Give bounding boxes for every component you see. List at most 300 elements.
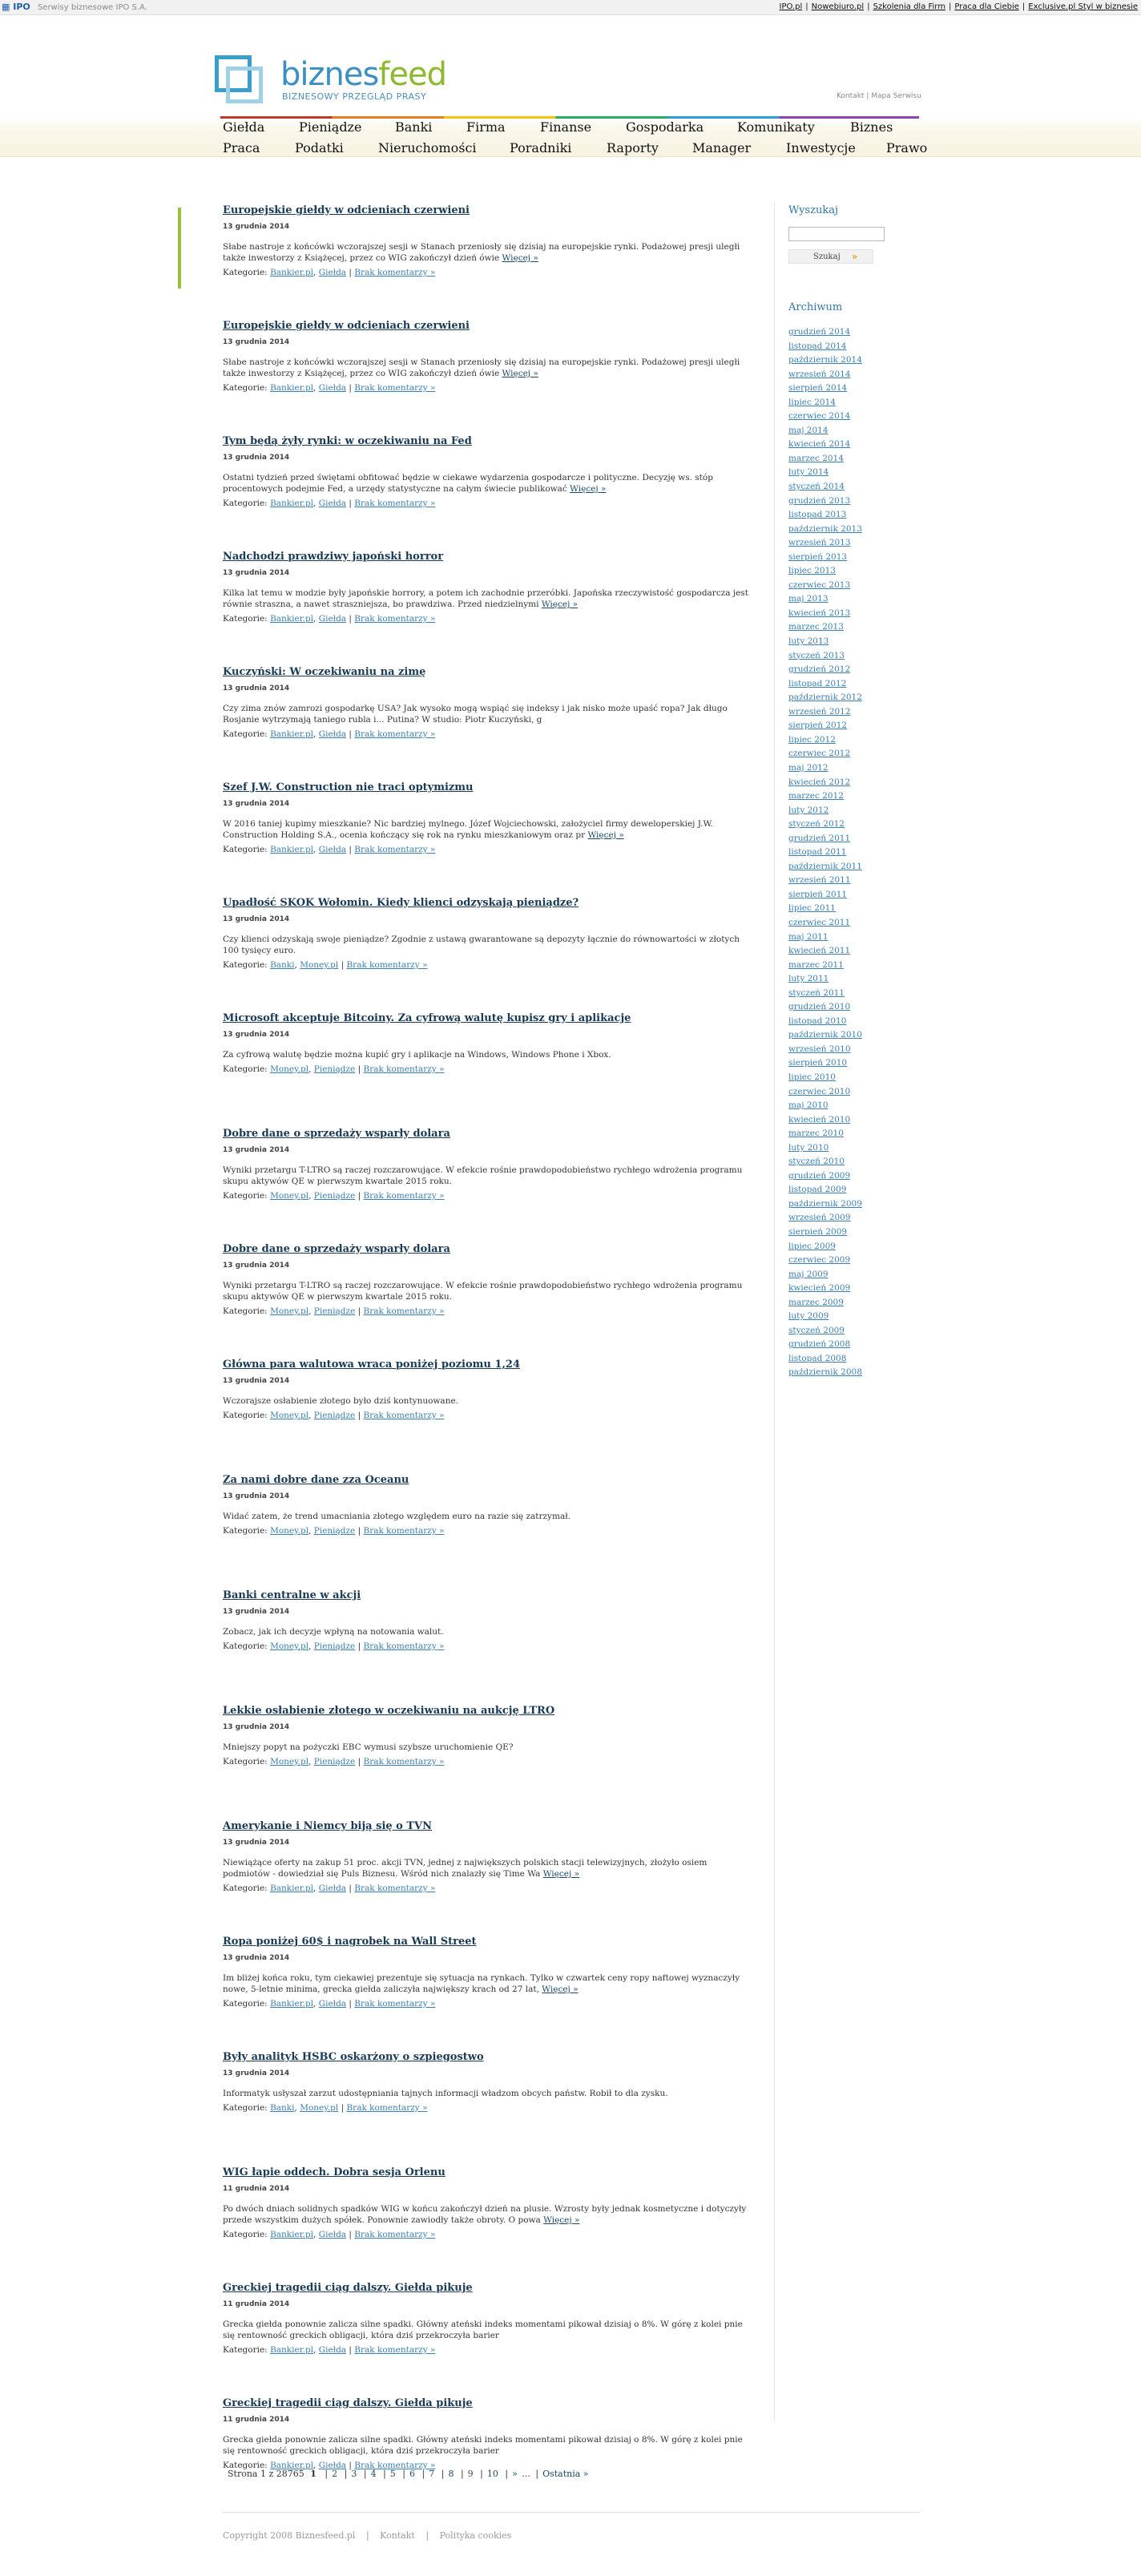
archive-link[interactable]: grudzień 2013 [788,495,851,506]
archive-item [788,1197,909,1212]
network-link-nowebiuro[interactable]: Nowebiuro.pl [811,2,865,11]
archive-item [788,382,909,396]
post-excerpt-text: W 2016 taniej kupimy mieszkanie? Nic bardziej mylnego. Józef Wojciechowski, założyciel firmy deweloperskiej J.W. Construction Holding S.A., ocenia kończący się rok na rynku mieszkaniowym oraz pr [223,819,713,840]
archive-link[interactable]: sierpień 2010 [788,1058,848,1068]
archive-item [788,959,909,973]
post-date: 13 grudnia 2014 [223,1146,290,1154]
category-link[interactable]: Money.pl [270,1064,309,1074]
site-footer: Copyright 2008 Biznesfeed.pl | Kontakt | Polityka cookies [223,2530,512,2541]
archive-link[interactable]: grudzień 2014 [788,327,851,337]
network-link-exclusive[interactable]: Exclusive.pl Styl w biznesie [1028,2,1138,11]
archive-link[interactable]: maj 2013 [788,594,829,604]
category-link[interactable]: Bankier.pl [270,383,314,393]
archive-item [788,607,909,621]
comments-link[interactable]: Brak komentarzy » [354,2230,436,2239]
archive-link[interactable]: marzec 2009 [788,1297,844,1307]
post-excerpt-text: Za cyfrową walutę będzie można kupić gry i aplikacje na Windows, Windows Phone i Xbox. [223,1050,611,1060]
archive-link[interactable]: październik 2013 [788,523,862,534]
nav-firma[interactable]: Firma [466,119,506,135]
next-page-link[interactable]: » [512,2469,518,2479]
post-title-link[interactable]: Dobre dane o sprzedaży wsparły dolara [223,1243,450,1255]
comments-link[interactable]: Brak komentarzy » [363,1411,445,1420]
category-link[interactable]: Giełda [318,1884,347,1893]
archive-link[interactable]: październik 2011 [788,861,862,871]
archive-link[interactable]: marzec 2010 [788,1129,844,1139]
post-categories: Kategorie: Banki, Money.pl | Brak komentarzy » [223,2103,428,2113]
category-link[interactable]: Giełda [318,729,347,739]
categories-label: Kategorie: [223,729,268,739]
category-link[interactable]: Banki [270,960,295,970]
post-title-link[interactable]: Greckiej tragedii ciąg dalszy. Giełda pikuje [223,2282,473,2294]
post-title-link[interactable]: Kuczyński: W oczekiwaniu na zimę [223,666,426,678]
archive-link[interactable]: sierpień 2011 [788,889,848,899]
comments-link[interactable]: Brak komentarzy » [354,2461,436,2470]
category-link[interactable]: Giełda [318,2345,347,2355]
post-date: 13 grudnia 2014 [223,684,290,692]
archive-link[interactable]: sierpień 2009 [788,1227,848,1237]
post-title-link[interactable]: Szef J.W. Construction nie traci optymizmu [223,781,474,793]
comments-link[interactable]: Brak komentarzy » [346,2103,428,2113]
search-button[interactable]: Szukaj » [788,249,873,264]
network-link-praca[interactable]: Praca dla Ciebie [954,2,1019,11]
category-link[interactable]: Money.pl [270,1411,309,1420]
archive-link[interactable]: kwiecień 2014 [788,439,851,450]
post-categories: Kategorie: Bankier.pl, Giełda | Brak komentarzy » [223,614,436,624]
comments-link[interactable]: Brak komentarzy » [363,1641,445,1651]
category-link[interactable]: Money.pl [300,960,339,970]
category-link[interactable]: Giełda [318,2230,347,2239]
categories-label: Kategorie: [223,1641,268,1651]
archive-link[interactable]: styczeń 2013 [788,650,845,660]
page-link[interactable]: 4 [370,2469,377,2479]
footer-contact-link[interactable]: Kontakt [380,2530,415,2541]
archive-link[interactable]: marzec 2013 [788,622,844,632]
post-categories: Kategorie: Money.pl, Pieniądze | Brak komentarzy » [223,1757,445,1766]
site-logo[interactable]: biznesfeed [280,56,447,93]
archive-item [788,663,909,677]
page-link[interactable]: 6 [409,2469,416,2479]
category-link[interactable]: Pieniądze [313,1191,356,1201]
nav-banki[interactable]: Banki [395,119,433,135]
post-title-link[interactable]: Microsoft akceptuje Bitcoiny. Za cyfrową walutę kupisz gry i aplikacje [223,1012,631,1024]
archive-link[interactable]: lipiec 2014 [788,397,836,407]
post-title [223,1935,753,1948]
archive-link[interactable]: marzec 2014 [788,453,844,463]
post-date: 13 grudnia 2014 [223,1839,290,1847]
sitemap-link[interactable]: Mapa Serwisu [871,92,921,100]
category-link[interactable]: Giełda [318,845,347,854]
comments-link[interactable]: Brak komentarzy » [363,1064,445,1074]
post [223,1011,753,1127]
post-title-link[interactable]: Lekkie osłabienie złotego w oczekiwaniu na aukcję LTRO [223,1705,555,1717]
archive-link[interactable]: styczeń 2009 [788,1325,845,1335]
post-date: 13 grudnia 2014 [223,1608,290,1616]
comments-link[interactable]: Brak komentarzy » [354,2345,436,2355]
post [223,896,753,1011]
nav-raporty[interactable]: Raporty [607,140,659,155]
archive-link[interactable]: październik 2008 [788,1367,862,1378]
archive-link[interactable]: grudzień 2008 [788,1339,851,1350]
archive-link[interactable]: listopad 2011 [788,847,847,858]
archive-link[interactable]: luty 2009 [788,1311,829,1322]
post-title [223,1358,753,1371]
post-title-link[interactable]: Amerykanie i Niemcy biją się o TVN [223,1820,433,1832]
archive-link[interactable]: sierpień 2012 [788,721,848,731]
post-title-link[interactable]: Greckiej tragedii ciąg dalszy. Giełda pikuje [223,2397,473,2409]
archive-link[interactable]: czerwiec 2013 [788,579,851,590]
nav-pieniadze[interactable]: Pieniądze [299,119,362,135]
page-link[interactable]: 7 [429,2469,435,2479]
footer-cookies-link[interactable]: Polityka cookies [439,2530,512,2541]
archive-link[interactable]: czerwiec 2011 [788,917,851,927]
category-link[interactable]: Bankier.pl [270,729,314,739]
post-title-link[interactable]: Nadchodzi prawdziwy japoński horror [223,551,444,563]
contact-link[interactable]: Kontakt [837,92,865,100]
archive-item [788,916,909,931]
network-link-szkolenia[interactable]: Szkolenia dla Firm [873,2,945,11]
nav-gielda[interactable]: Giełda [223,119,265,135]
category-link[interactable]: Money.pl [270,1526,309,1536]
archive-link[interactable]: grudzień 2012 [788,664,851,675]
nav-gospodarka[interactable]: Gospodarka [626,119,704,135]
archive-item [788,508,909,523]
post-title-link[interactable]: Europejskie giełdy w odcieniach czerwieni [223,320,470,332]
archive-item [788,931,909,945]
post-excerpt [223,587,753,610]
archive-link[interactable]: kwiecień 2011 [788,946,851,956]
page-link[interactable]: 5 [389,2469,396,2479]
comments-link[interactable]: Brak komentarzy » [363,1191,445,1201]
comments-link[interactable]: Brak komentarzy » [354,1999,436,2009]
archive-link[interactable]: kwiecień 2013 [788,608,851,618]
comments-link[interactable]: Brak komentarzy » [363,1306,445,1316]
post-excerpt-text: Mniejszy popyt na pożyczki EBC wymusi szybsze uruchomienie QE? [223,1742,514,1752]
post-excerpt [223,2088,753,2099]
archive-item [788,987,909,1001]
archive-item [788,1169,909,1184]
archive-link[interactable]: marzec 2011 [788,959,844,970]
post [223,665,753,781]
archive-link[interactable]: kwiecień 2010 [788,1114,851,1124]
post-date: 13 grudnia 2014 [223,1723,290,1731]
logo-squares-icon[interactable] [215,55,264,107]
post-date: 11 grudnia 2014 [223,2416,290,2424]
category-link[interactable]: Bankier.pl [270,1999,314,2009]
archive-item [788,410,909,424]
post-categories: Kategorie: Bankier.pl, Giełda | Brak komentarzy » [223,2345,436,2355]
read-more-link[interactable]: Więcej » [587,830,624,840]
archive-item [788,832,909,846]
archive-item [788,705,909,720]
archive-item [788,776,909,790]
archive-link[interactable]: lipiec 2013 [788,566,836,576]
post-title-link[interactable]: Dobre dane o sprzedaży wsparły dolara [223,1128,450,1140]
archive-link[interactable]: wrzesień 2009 [788,1213,851,1223]
comments-link[interactable]: Brak komentarzy » [354,1884,436,1893]
archive-link[interactable]: wrzesień 2011 [788,875,851,886]
category-link[interactable]: Money.pl [270,1757,309,1766]
read-more-link[interactable]: Więcej » [541,600,579,609]
archive-link[interactable]: grudzień 2009 [788,1170,851,1181]
category-link[interactable]: Bankier.pl [270,2461,314,2470]
archive-link[interactable]: luty 2013 [788,636,829,647]
category-link[interactable]: Money.pl [300,2103,339,2113]
post-excerpt-text: Kilka lat temu w modzie były japońskie horrory, a potem ich zachodnie przeróbki. Japońska rzeczywistość gospodarcza jest równie straszna, a nawet straszniejsza, bo prawdziwa. Przed niedzielnymi [223,588,748,609]
category-link[interactable]: Money.pl [270,1641,309,1651]
archive-link[interactable]: listopad 2014 [788,341,847,351]
post-title-link[interactable]: Upadłość SKOK Wołomin. Kiedy klienci odzyskają pieniądze? [223,897,579,909]
archive-link[interactable]: luty 2011 [788,974,829,984]
nav-poradniki[interactable]: Poradniki [510,140,572,155]
nav-finanse[interactable]: Finanse [540,119,592,135]
page-link[interactable]: 8 [448,2469,454,2479]
page-link[interactable]: 2 [332,2469,338,2479]
archive-link[interactable]: luty 2014 [788,467,829,478]
nav-manager[interactable]: Manager [692,140,752,155]
post-excerpt [223,934,753,956]
post [223,2281,753,2396]
read-more-link[interactable]: Więcej » [570,484,607,494]
category-link[interactable]: Giełda [318,268,347,277]
ipo-logo[interactable]: ▦ IPO [2,2,30,12]
color-divider [220,116,919,119]
category-link[interactable]: Bankier.pl [270,499,314,508]
categories-label: Kategorie: [223,2230,268,2239]
category-link[interactable]: Giełda [318,614,347,624]
category-link[interactable]: Bankier.pl [270,845,314,854]
nav-praca[interactable]: Praca [223,140,260,155]
search-heading: Wyszukaj [788,204,838,216]
post [223,2166,753,2281]
category-link[interactable]: Pieniądze [313,1411,356,1420]
archive-link[interactable]: listopad 2010 [788,1015,847,1026]
post-date: 11 grudnia 2014 [223,2185,290,2193]
comments-link[interactable]: Brak komentarzy » [354,499,436,508]
archive-link[interactable]: styczeń 2012 [788,819,845,830]
categories-label: Kategorie: [223,1064,268,1074]
category-link[interactable]: Giełda [318,2461,347,2470]
nav-podatki[interactable]: Podatki [295,140,344,155]
archive-link[interactable]: luty 2010 [788,1142,829,1153]
post-title-link[interactable]: Europejskie giełdy w odcieniach czerwieni [223,204,470,216]
archive-item [788,1015,909,1029]
categories-label: Kategorie: [223,383,268,393]
post-excerpt [223,241,753,264]
post-excerpt [223,818,753,841]
post-title-link[interactable]: Tym będą żyły rynki: w oczekiwaniu na Fed [223,435,472,447]
network-links: IPO.pl | Nowebiuro.pl | Szkolenia dla Firm | Praca dla Ciebie | Exclusive.pl Styl w biznesie [779,2,1138,11]
post-excerpt-text: Widać zatem, że trend umacniania złotego względem euro na razie się zatrzymał. [223,1512,570,1521]
comments-link[interactable]: Brak komentarzy » [354,845,436,854]
post-excerpt [223,703,753,725]
nav-inwestycje[interactable]: Inwestycje [786,140,856,155]
post-title-link[interactable]: WIG łapie oddech. Dobra sesja Orlenu [223,2166,446,2178]
archive-link[interactable]: maj 2012 [788,762,829,773]
page-link[interactable]: 10 [486,2469,498,2479]
archive-link[interactable]: maj 2014 [788,425,829,435]
archive-item [788,523,909,537]
archive-link[interactable]: wrzesień 2013 [788,538,851,548]
archive-link[interactable]: maj 2010 [788,1100,829,1111]
read-more-link[interactable]: Więcej » [502,253,538,263]
archive-item [788,761,909,776]
category-link[interactable]: Pieniądze [313,1064,356,1074]
read-more-link[interactable]: Więcej » [542,1869,579,1879]
comments-link[interactable]: Brak komentarzy » [354,729,436,739]
archive-item [788,874,909,888]
post-categories: Kategorie: Bankier.pl, Giełda | Brak komentarzy » [223,268,436,277]
archive-link[interactable]: maj 2011 [788,931,829,942]
comments-link[interactable]: Brak komentarzy » [354,383,436,393]
archive-link[interactable]: kwiecień 2012 [788,777,851,787]
category-link[interactable]: Bankier.pl [270,268,314,277]
archive-link[interactable]: listopad 2009 [788,1185,847,1195]
archive-item [788,1000,909,1015]
post-excerpt-text: Wczorajsze osłabienie złotego było dziś kontynuowane. [223,1396,459,1406]
category-link[interactable]: Pieniądze [313,1641,356,1651]
category-link[interactable]: Bankier.pl [270,2230,314,2239]
post-title [223,204,753,217]
post-title-link[interactable]: Główna para walutowa wraca poniżej poziomu 1,24 [223,1359,521,1371]
post-categories: Kategorie: Banki, Money.pl | Brak komentarzy » [223,960,428,970]
archive-link[interactable]: listopad 2008 [788,1353,847,1363]
post-title [223,319,753,333]
archive-link[interactable]: wrzesień 2014 [788,369,851,379]
comments-link[interactable]: Brak komentarzy » [363,1757,445,1766]
archive-link[interactable]: październik 2014 [788,355,862,365]
archive-link[interactable]: wrzesień 2010 [788,1044,851,1054]
archive-item [788,1352,909,1367]
archive-heading: Archiwum [788,301,843,313]
last-page-link[interactable]: Ostatnia » [542,2469,589,2479]
category-link[interactable]: Pieniądze [313,1526,356,1536]
category-link[interactable]: Bankier.pl [270,2345,314,2355]
archive-link[interactable]: luty 2012 [788,805,829,815]
comments-link[interactable]: Brak komentarzy » [354,268,436,277]
site-header [0,15,1141,157]
archive-link[interactable]: styczeń 2010 [788,1157,845,1167]
archive-item [788,902,909,916]
post-title [223,665,753,679]
comments-link[interactable]: Brak komentarzy » [346,960,428,970]
post-title [223,1242,753,1256]
post-list [223,204,753,2512]
archive-item [788,1225,909,1240]
category-link[interactable]: Bankier.pl [270,614,314,624]
post-title-link[interactable]: Banki centralne w akcji [223,1589,361,1601]
archive-link[interactable]: październik 2012 [788,692,862,703]
categories-label: Kategorie: [223,1411,268,1420]
archive-item [788,1366,909,1380]
archive-item [788,353,909,368]
category-link[interactable]: Giełda [318,1999,347,2009]
archive-link[interactable]: czerwiec 2009 [788,1255,851,1266]
archive-link[interactable]: listopad 2012 [788,678,847,688]
post-title-link[interactable]: Ropa poniżej 60$ i nagrobek na Wall Street [223,1936,477,1948]
post-excerpt [223,1395,753,1407]
page-link[interactable]: 3 [351,2469,357,2479]
post-categories: Kategorie: Money.pl, Pieniądze | Brak komentarzy » [223,1064,445,1074]
archive-link[interactable]: kwiecień 2009 [788,1283,851,1294]
archive-link[interactable]: marzec 2012 [788,791,844,801]
archive-link[interactable]: czerwiec 2014 [788,411,851,422]
post-title [223,896,753,910]
categories-label: Kategorie: [223,1757,268,1766]
read-more-link[interactable]: Więcej » [502,369,538,378]
archive-link[interactable]: październik 2009 [788,1198,862,1209]
archive-link[interactable]: listopad 2013 [788,510,847,520]
post-excerpt-text: Niewiążące oferty na zakup 51 proc. akcji TVN, jednej z największych polskich stacji telewizyjnych, złożyło osiem podmiotów - dowiedział się Puls Biznesu. Wśród nich znalazły się Time Wa [223,1858,708,1879]
post [223,2050,753,2166]
archive-link[interactable]: czerwiec 2010 [788,1086,851,1096]
post-title [223,1011,753,1025]
archive-item [788,1254,909,1268]
post-date: 13 grudnia 2014 [223,1377,290,1385]
archive-link[interactable]: maj 2009 [788,1269,829,1279]
post-categories: Kategorie: Bankier.pl, Giełda | Brak komentarzy » [223,845,436,854]
archive-link[interactable]: sierpień 2014 [788,383,848,394]
archive-link[interactable]: październik 2010 [788,1030,862,1040]
category-link[interactable]: Giełda [318,383,347,393]
post-date: 13 grudnia 2014 [223,800,290,808]
nav-prawo[interactable]: Prawo [886,140,928,155]
post-categories: Kategorie: Bankier.pl, Giełda | Brak komentarzy » [223,2461,436,2470]
post-title-link[interactable]: Były analityk HSBC oskarżony o szpiegostwo [223,2051,484,2063]
archive-item [788,691,909,705]
nav-biznes[interactable]: Biznes [850,119,893,135]
post-categories: Kategorie: Money.pl, Pieniądze | Brak komentarzy » [223,1526,445,1536]
post-date: 13 grudnia 2014 [223,1262,290,1270]
archive-link[interactable]: lipiec 2010 [788,1072,836,1082]
archive-link[interactable]: lipiec 2012 [788,734,836,745]
search-input[interactable] [788,227,885,241]
archive-link[interactable]: lipiec 2009 [788,1241,836,1251]
post-categories: Kategorie: Bankier.pl, Giełda | Brak komentarzy » [223,729,436,739]
read-more-link[interactable]: Więcej » [543,2215,580,2225]
page-link[interactable]: 9 [467,2469,474,2479]
archive-link[interactable]: lipiec 2011 [788,903,836,914]
category-link[interactable]: Banki [270,2103,295,2113]
post-date: 13 grudnia 2014 [223,223,290,231]
archive-link[interactable]: sierpień 2013 [788,551,848,562]
archive-link[interactable]: grudzień 2011 [788,833,851,843]
post-excerpt [223,2319,753,2341]
archive-link[interactable]: grudzień 2010 [788,1002,851,1012]
category-link[interactable]: Bankier.pl [270,1884,314,1893]
archive-item [788,424,909,438]
category-link[interactable]: Giełda [318,499,347,508]
category-link[interactable]: Pieniądze [313,1306,356,1316]
category-link[interactable]: Pieniądze [313,1757,356,1766]
category-link[interactable]: Money.pl [270,1306,309,1316]
comments-link[interactable]: Brak komentarzy » [363,1526,445,1536]
archive-link[interactable]: styczeń 2014 [788,482,845,492]
comments-link[interactable]: Brak komentarzy » [354,614,436,624]
nav-komunikaty[interactable]: Komunikaty [737,119,815,135]
read-more-link[interactable]: Więcej » [542,1984,579,1994]
nav-nieruchomosci[interactable]: Nieruchomości [378,140,477,155]
network-link-ipo[interactable]: IPO.pl [779,2,803,11]
post-title-link[interactable]: Za nami dobre dane zza Oceanu [223,1474,409,1486]
category-link[interactable]: Money.pl [270,1191,309,1201]
post [223,1819,753,1935]
post-excerpt [223,1165,753,1187]
archive-link[interactable]: wrzesień 2012 [788,706,851,717]
archive-item [788,1310,909,1324]
archive-link[interactable]: czerwiec 2012 [788,749,851,759]
post-date: 13 grudnia 2014 [223,915,290,923]
archive-link[interactable]: styczeń 2011 [788,987,845,998]
